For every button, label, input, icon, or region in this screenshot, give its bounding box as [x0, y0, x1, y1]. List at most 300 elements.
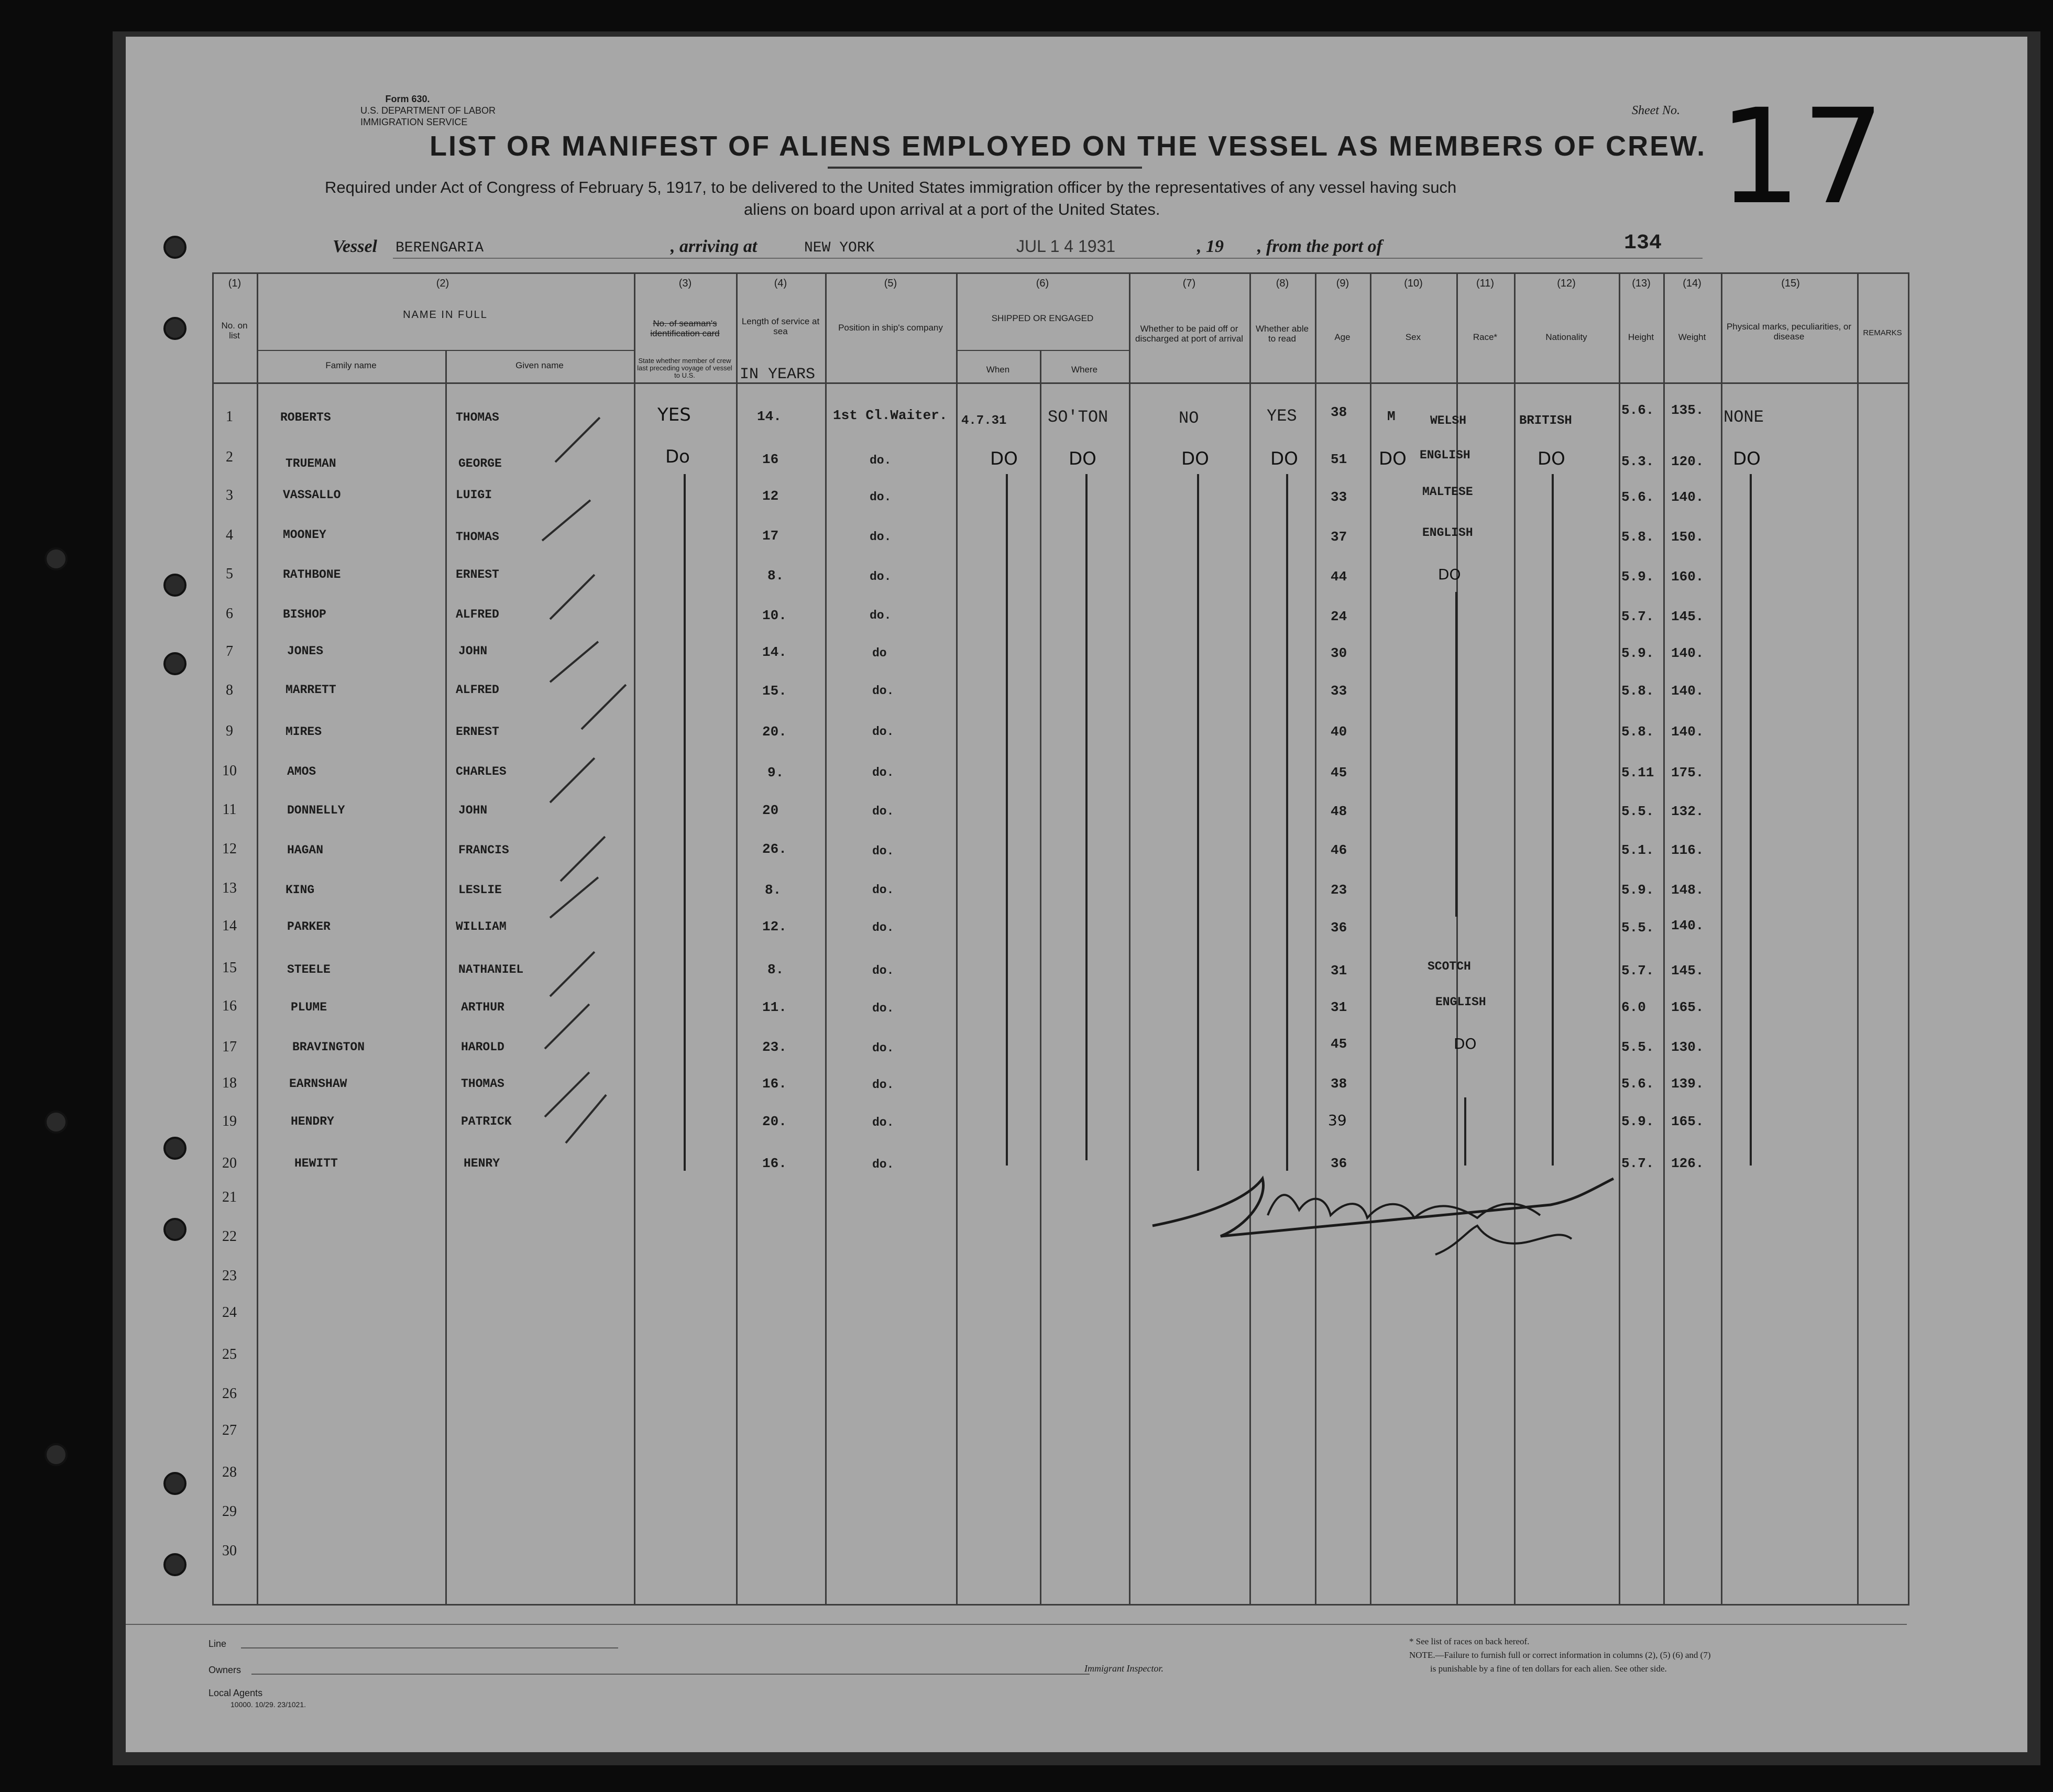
header-shipped: SHIPPED OR ENGAGED	[991, 313, 1094, 323]
binder-hole	[163, 574, 186, 597]
col-number: (6)	[1036, 278, 1049, 289]
col-divider	[736, 272, 738, 1606]
age: 36	[1331, 1156, 1347, 1171]
row-number: 5	[226, 566, 233, 582]
age: 36	[1331, 920, 1347, 936]
header-no-on-list: No. on list	[221, 321, 248, 340]
table-bottom-border	[212, 1604, 1909, 1606]
given-name: LESLIE	[458, 883, 502, 897]
row-number: 23	[222, 1268, 237, 1284]
family-name: HEWITT	[294, 1157, 338, 1170]
row-number: 12	[222, 841, 237, 857]
row-number: 19	[222, 1113, 237, 1129]
position: do.	[872, 805, 894, 818]
length-of-service: 20.	[762, 724, 787, 740]
arriving-label: , arriving at	[671, 237, 757, 256]
age: 46	[1331, 842, 1347, 858]
weight: 116.	[1671, 842, 1704, 858]
given-name: WILLIAM	[456, 920, 507, 933]
weight: 140.	[1671, 489, 1704, 505]
footer-line-label: Line	[208, 1639, 227, 1649]
row-number: 21	[222, 1189, 237, 1205]
row-number: 8	[226, 682, 233, 698]
length-of-service: 16	[762, 452, 779, 467]
family-name: DONNELLY	[287, 804, 345, 817]
length-of-service: 16.	[762, 1156, 787, 1171]
header-weight: Weight	[1678, 332, 1706, 342]
col-divider	[212, 272, 214, 1606]
header-crew-last-voyage: State whether member of crew last preceding voyage of vessel to U.S.	[637, 357, 732, 379]
binder-hole	[163, 1218, 186, 1241]
physical-ditto: DO	[1733, 448, 1761, 469]
shipped-subheader-border	[956, 350, 1129, 351]
race: ENGLISH	[1420, 448, 1470, 462]
given-name: GEORGE	[458, 457, 502, 470]
from-port-label: , from the port of	[1257, 237, 1382, 256]
binder-hole	[163, 236, 186, 259]
crew-last-voyage-yes: YES	[657, 404, 691, 425]
race: DO	[1454, 1035, 1477, 1052]
row-number: 30	[222, 1543, 237, 1559]
position: 1st Cl.Waiter.	[833, 408, 948, 423]
able-to-read-yes: YES	[1267, 406, 1297, 426]
height: 5.9.	[1621, 569, 1654, 585]
family-name: HAGAN	[287, 843, 324, 857]
header-family-name: Family name	[325, 360, 377, 370]
age: 31	[1331, 999, 1347, 1015]
shipped-when: 4.7.31	[961, 414, 1007, 428]
race: SCOTCH	[1428, 960, 1471, 973]
col-divider	[1721, 272, 1722, 1606]
service-label: IMMIGRATION SERVICE	[360, 117, 468, 127]
form-header-block	[360, 93, 496, 128]
footer-races-note: * See list of races on back hereof.	[1409, 1636, 1530, 1646]
position: do.	[872, 1002, 894, 1015]
footer-note-line-2: is punishable by a fine of ten dollars for each alien. See other side.	[1430, 1664, 1667, 1674]
position: do.	[870, 570, 892, 584]
weight: 165.	[1671, 1114, 1704, 1129]
length-of-service: 17	[762, 528, 779, 544]
row-number: 16	[222, 998, 237, 1014]
col-divider	[1315, 272, 1316, 1606]
header-seaman-card: No. of seaman's identification card	[650, 318, 720, 338]
age: 23	[1331, 882, 1347, 898]
height: 5.6.	[1621, 489, 1654, 505]
age: 45	[1331, 765, 1347, 780]
ditto-stroke	[1006, 474, 1008, 1166]
position: do.	[872, 725, 894, 739]
header-where: Where	[1071, 365, 1098, 375]
row-number: 24	[222, 1304, 237, 1321]
sheet-number: 17	[1718, 81, 1885, 233]
position: do.	[870, 530, 892, 544]
nationality-british: BRITISH	[1519, 414, 1572, 428]
length-of-service: 12.	[762, 919, 787, 935]
ditto-stroke	[1750, 474, 1752, 1166]
sheet-number-label: Sheet No.	[1632, 104, 1680, 117]
weight: 150.	[1671, 529, 1704, 545]
family-name: RATHBONE	[283, 568, 341, 581]
col-number: (7)	[1182, 278, 1196, 289]
col-number: (10)	[1404, 278, 1423, 289]
header-name-in-full: NAME IN FULL	[403, 309, 488, 321]
position: do	[872, 646, 887, 660]
paid-off-no: NO	[1179, 409, 1199, 428]
row-number: 13	[222, 880, 237, 896]
header-paid-off: Whether to be paid off or discharged at port of arrival	[1135, 324, 1243, 344]
length-of-service: 26.	[762, 841, 787, 857]
row-number: 7	[226, 643, 233, 659]
weight: 140.	[1671, 918, 1704, 933]
given-name: HENRY	[464, 1157, 500, 1170]
length-of-service: 8.	[767, 568, 784, 584]
family-name: MIRES	[286, 725, 322, 739]
header-position: Position in ship's company	[838, 323, 943, 333]
col-number: (3)	[678, 278, 692, 289]
binder-hole	[163, 1137, 186, 1160]
age: 44	[1331, 569, 1347, 585]
length-of-service: 20.	[762, 1114, 787, 1129]
form-number: Form 630.	[385, 94, 430, 104]
height: 5.5.	[1621, 1039, 1654, 1055]
given-name: ARTHUR	[461, 1001, 504, 1014]
department-label: U.S. DEPARTMENT OF LABOR	[360, 105, 496, 116]
age: 33	[1331, 683, 1347, 699]
binder-hole	[163, 317, 186, 340]
length-of-service: 15.	[762, 683, 787, 699]
col-divider	[634, 272, 635, 1606]
footer-print-code: 10000. 10/29. 23/1021.	[230, 1700, 306, 1709]
given-name: JOHN	[458, 644, 488, 658]
col-divider	[1370, 272, 1371, 1606]
vessel-label: Vessel	[333, 237, 377, 256]
height: 5.8.	[1621, 683, 1654, 699]
subtitle-line-2: aliens on board upon arrival at a port of the United States.	[744, 200, 1160, 218]
given-name: PATRICK	[461, 1115, 512, 1128]
height: 5.5.	[1621, 804, 1654, 819]
header-remarks: REMARKS	[1863, 328, 1902, 337]
footer-agents-label: Local Agents	[208, 1688, 263, 1698]
arrival-date-stamp: JUL 1 4 1931	[1016, 237, 1116, 256]
length-of-service: 10.	[762, 608, 787, 623]
length-of-service: 20	[762, 802, 779, 818]
race: MALTESE	[1422, 485, 1473, 499]
family-name: PARKER	[287, 920, 331, 933]
header-able-to-read: Whether able to read	[1255, 324, 1309, 344]
length-of-service: 11.	[762, 999, 787, 1015]
position: do.	[870, 490, 892, 504]
col-number: (11)	[1476, 278, 1495, 289]
signature-strokes	[1142, 1168, 1645, 1257]
row-number: 17	[222, 1039, 237, 1055]
family-name: BRAVINGTON	[292, 1040, 365, 1054]
footer-note-line-1: NOTE.—Failure to furnish full or correct information in columns (2), (5) (6) and (7)	[1409, 1650, 1711, 1660]
length-of-service: 9.	[767, 765, 784, 780]
footer-inspector-label: Immigrant Inspector.	[1084, 1663, 1163, 1674]
given-name: THOMAS	[456, 530, 499, 544]
race: ENGLISH	[1435, 995, 1486, 1009]
age: 38	[1331, 1076, 1347, 1092]
col-number: (5)	[884, 278, 897, 289]
given-name: CHARLES	[456, 765, 507, 778]
age: 51	[1331, 452, 1347, 467]
col-divider	[1129, 272, 1130, 1606]
able-to-read-ditto: DO	[1270, 448, 1298, 469]
col-divider	[1456, 272, 1458, 1606]
height: 5.8.	[1621, 529, 1654, 545]
row-number: 1	[226, 409, 233, 425]
title-underline	[828, 167, 1142, 169]
length-of-service: 16.	[762, 1076, 787, 1092]
footer-owners-label: Owners	[208, 1665, 241, 1675]
height: 5.5.	[1621, 920, 1654, 936]
ditto-stroke	[1455, 592, 1457, 917]
position: do.	[870, 609, 892, 622]
header-physical-marks: Physical marks, peculiarities, or disease	[1726, 322, 1852, 342]
race: DO	[1438, 566, 1461, 583]
weight: 139.	[1671, 1076, 1704, 1092]
weight: 140.	[1671, 683, 1704, 699]
table-header-border	[212, 382, 1909, 384]
height: 6.0	[1621, 999, 1646, 1015]
subtitle-line-1: Required under Act of Congress of February 5, 1917, to be delivered to the United States immigration officer by the representatives of any vessel having such	[325, 178, 1457, 196]
weight: 130.	[1671, 1039, 1704, 1055]
age: 31	[1331, 963, 1347, 979]
footer-owners-rule	[251, 1674, 1090, 1675]
shipped-where-ditto: DO	[1069, 448, 1096, 469]
col-number: (2)	[436, 278, 449, 289]
footer-line-rule	[241, 1647, 618, 1648]
binder-hole	[45, 1443, 68, 1466]
row-number: 22	[222, 1228, 237, 1245]
row-number: 15	[222, 960, 237, 976]
height: 5.7.	[1621, 1156, 1654, 1171]
col-number: (14)	[1683, 278, 1701, 289]
row-number: 9	[226, 723, 233, 739]
family-name: STEELE	[287, 963, 331, 976]
year-label: , 19	[1197, 237, 1224, 256]
given-name: HAROLD	[461, 1040, 504, 1054]
binder-hole	[163, 652, 186, 675]
row-number: 29	[222, 1503, 237, 1520]
weight: 132.	[1671, 804, 1704, 819]
physical-none: NONE	[1723, 408, 1764, 427]
vessel-name: BERENGARIA	[396, 240, 484, 256]
row-number: 27	[222, 1422, 237, 1438]
family-name: MARRETT	[286, 683, 336, 697]
length-of-service: 8.	[765, 882, 782, 898]
row-number: 26	[222, 1386, 237, 1402]
height: 5.1.	[1621, 842, 1654, 858]
family-name: VASSALLO	[283, 488, 341, 502]
row-number: 28	[222, 1464, 237, 1480]
manifest-page	[126, 37, 2027, 1752]
weight: 160.	[1671, 569, 1704, 585]
binder-hole	[163, 1553, 186, 1576]
given-name: THOMAS	[456, 411, 499, 424]
family-name: EARNSHAW	[289, 1077, 347, 1091]
header-nationality: Nationality	[1545, 332, 1587, 342]
family-name: HENDRY	[291, 1115, 334, 1128]
row-number: 18	[222, 1075, 237, 1091]
age: 37	[1331, 529, 1347, 545]
height: 5.11	[1621, 765, 1654, 780]
family-name: KING	[286, 883, 315, 897]
row-number: 2	[226, 449, 233, 465]
weight: 145.	[1671, 963, 1704, 979]
position: do.	[872, 1158, 894, 1171]
row-number: 20	[222, 1155, 237, 1171]
col-divider	[257, 272, 258, 1606]
weight: 140.	[1671, 645, 1704, 661]
position: do.	[872, 921, 894, 935]
age: 39	[1328, 1112, 1347, 1129]
shipped-when-ditto: DO	[990, 448, 1018, 469]
weight: 175.	[1671, 765, 1704, 780]
age: 45	[1331, 1036, 1347, 1052]
height: 5.3.	[1621, 454, 1654, 469]
col-number: (15)	[1781, 278, 1800, 289]
length-of-service: 14.	[757, 409, 782, 424]
ditto-stroke	[1464, 1097, 1466, 1166]
position: do.	[872, 964, 894, 977]
weight: 140.	[1671, 724, 1704, 740]
given-name: ALFRED	[456, 683, 499, 697]
age: 33	[1331, 489, 1347, 505]
race: ENGLISH	[1422, 526, 1473, 540]
col-divider	[1857, 272, 1859, 1606]
position: do.	[872, 1078, 894, 1092]
footer-border	[126, 1624, 1907, 1625]
header-age: Age	[1334, 332, 1351, 342]
col-divider	[1514, 272, 1516, 1606]
header-sex: Sex	[1405, 332, 1421, 342]
row-number: 25	[222, 1346, 237, 1362]
col-number: (1)	[228, 278, 241, 289]
ditto-stroke	[1197, 474, 1199, 1171]
given-name: ERNEST	[456, 568, 499, 581]
table-top-border	[212, 272, 1909, 274]
position: do.	[872, 766, 894, 779]
position: do.	[872, 883, 894, 897]
header-given-name: Given name	[515, 360, 564, 370]
height: 5.6.	[1621, 1076, 1654, 1092]
family-name: PLUME	[291, 1001, 327, 1014]
length-of-service: 12	[762, 488, 779, 504]
weight: 165.	[1671, 999, 1704, 1015]
col-divider	[445, 350, 447, 1606]
family-name: AMOS	[287, 765, 316, 778]
ditto-stroke	[1085, 474, 1088, 1160]
length-of-service: 14.	[762, 644, 787, 660]
col-divider	[1619, 272, 1620, 1606]
list-number: 134	[1624, 232, 1662, 255]
col-divider	[1908, 272, 1909, 1606]
family-name: BISHOP	[283, 608, 326, 621]
length-of-service: 23.	[762, 1039, 787, 1055]
family-name: MOONEY	[283, 528, 326, 542]
weight: 120.	[1671, 454, 1704, 469]
header-when: When	[986, 365, 1010, 375]
weight: 135.	[1671, 402, 1704, 418]
weight: 148.	[1671, 882, 1704, 898]
height: 5.9.	[1621, 882, 1654, 898]
header-length-of-service: Length of service at sea	[741, 316, 820, 336]
header-race: Race*	[1473, 332, 1498, 342]
age: 48	[1331, 804, 1347, 819]
col-divider	[1249, 272, 1251, 1606]
row-number: 6	[226, 606, 233, 622]
sex-ditto: DO	[1379, 448, 1407, 469]
age: 38	[1331, 404, 1347, 420]
row-number: 3	[226, 487, 233, 503]
col-number: (8)	[1276, 278, 1289, 289]
page-title: LIST OR MANIFEST OF ALIENS EMPLOYED ON THE VESSEL AS MEMBERS OF CREW.	[430, 130, 1707, 162]
paid-off-ditto: DO	[1181, 448, 1209, 469]
given-name: LUIGI	[456, 488, 492, 502]
col-number: (9)	[1336, 278, 1349, 289]
height: 5.9.	[1621, 1114, 1654, 1129]
position: do.	[870, 454, 892, 467]
weight: 145.	[1671, 609, 1704, 624]
family-name: JONES	[287, 644, 324, 658]
col-number: (4)	[774, 278, 787, 289]
height: 5.7.	[1621, 963, 1654, 979]
col-number: (12)	[1557, 278, 1576, 289]
weight: 126.	[1671, 1156, 1704, 1171]
height: 5.8.	[1621, 724, 1654, 740]
sex-m: M	[1387, 409, 1396, 424]
height: 5.9.	[1621, 645, 1654, 661]
ditto-stroke	[1552, 474, 1554, 1166]
col-divider	[956, 272, 958, 1606]
ditto-stroke	[1286, 474, 1288, 1171]
race: WELSH	[1430, 414, 1467, 427]
inspector-signature	[1142, 1168, 1645, 1257]
height: 5.7.	[1621, 609, 1654, 624]
nationality-ditto: DO	[1538, 448, 1565, 469]
row-number: 4	[226, 527, 233, 543]
col-number: (13)	[1632, 278, 1651, 289]
binder-hole	[45, 1111, 68, 1134]
arrival-port: NEW YORK	[804, 240, 875, 256]
crew-last-voyage-ditto: Do	[665, 446, 690, 467]
position: do.	[872, 1041, 894, 1055]
length-of-service: 8.	[767, 962, 784, 977]
ditto-stroke	[684, 474, 686, 1171]
binder-hole	[45, 547, 68, 570]
age: 24	[1331, 609, 1347, 624]
col-divider	[1663, 272, 1665, 1606]
header-in-years: IN YEARS	[740, 366, 816, 383]
given-name: JOHN	[458, 804, 488, 817]
header-height: Height	[1628, 332, 1654, 342]
binder-hole	[163, 1472, 186, 1495]
row-number: 10	[222, 763, 237, 779]
col-divider	[1040, 350, 1041, 1606]
position: do.	[872, 684, 894, 698]
col-divider	[825, 272, 827, 1606]
position: do.	[872, 844, 894, 858]
age: 30	[1331, 645, 1347, 661]
given-name: THOMAS	[461, 1077, 504, 1091]
given-name: ALFRED	[456, 608, 499, 621]
given-name: ERNEST	[456, 725, 499, 739]
voyage-underline	[393, 258, 1703, 259]
given-name: FRANCIS	[458, 843, 509, 857]
row-number: 14	[222, 918, 237, 934]
position: do.	[872, 1116, 894, 1129]
